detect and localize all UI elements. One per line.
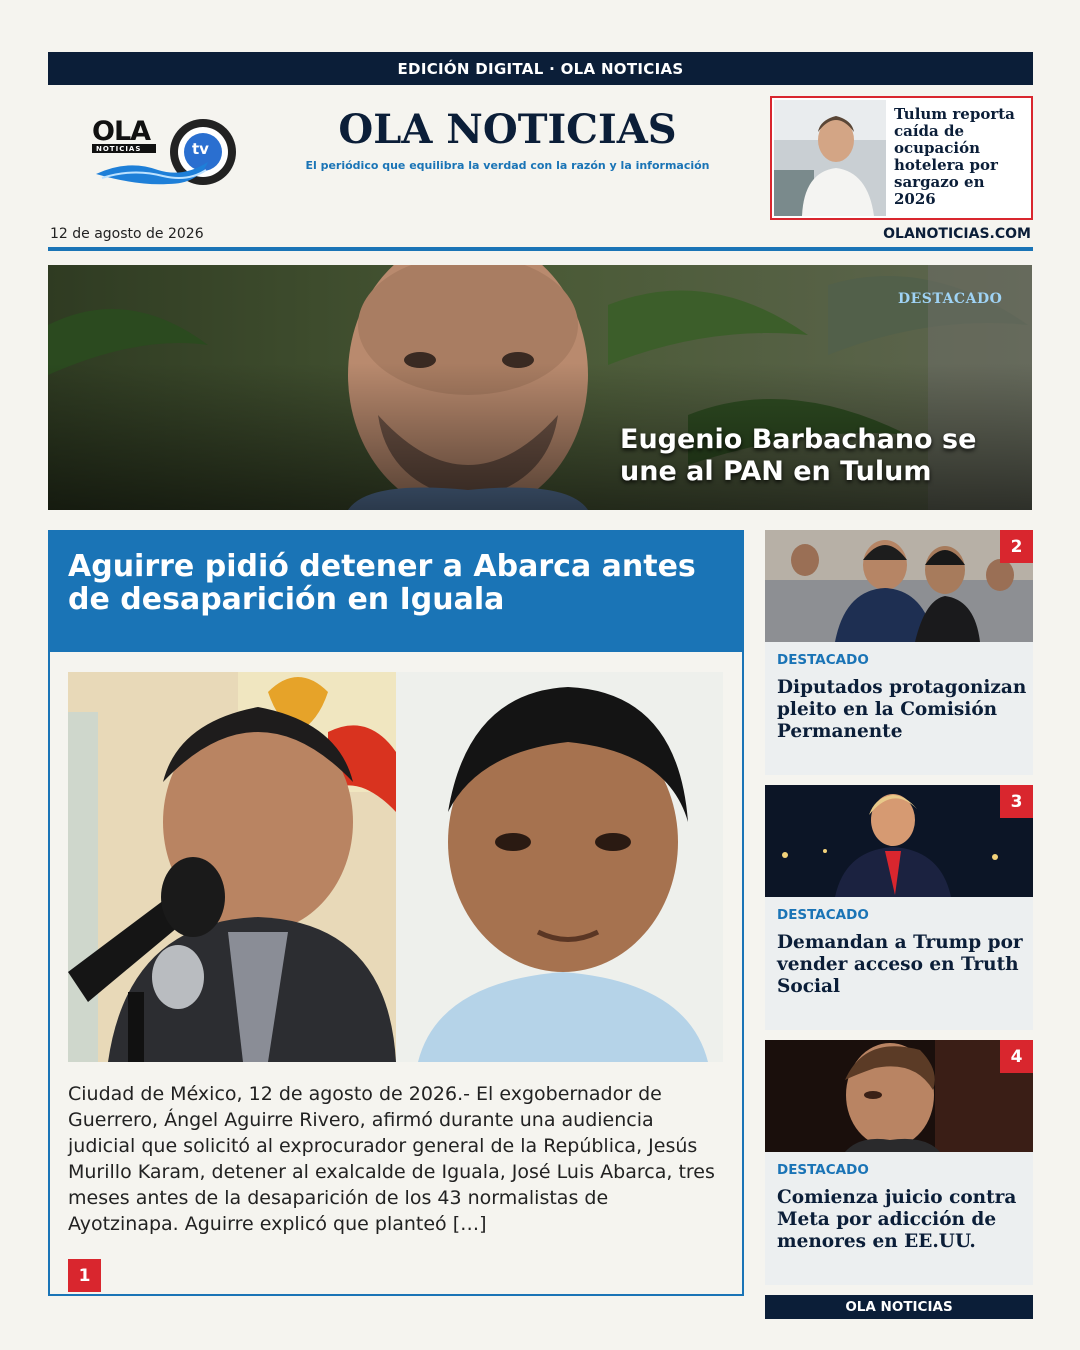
rank-badge-3: 3 xyxy=(1000,785,1033,818)
side-story-2-headline[interactable]: Diputados protagonizan pleito en la Comisión Permanente xyxy=(777,677,1027,742)
side-story-2-photo xyxy=(765,530,1033,642)
logo-wordmark: OLA xyxy=(92,116,151,147)
masthead-tagline: El periódico que equilibra la verdad con la razón y la información xyxy=(305,159,710,172)
side-story-4[interactable] xyxy=(765,1040,1033,1285)
side-story-2-kicker: DESTACADO xyxy=(777,652,869,668)
side-story-3-headline[interactable]: Demandan a Trump por vender acceso en Truth Social xyxy=(777,932,1023,997)
dateline: 12 de agosto de 2026 xyxy=(50,226,204,242)
side-story-4-kicker: DESTACADO xyxy=(777,1162,869,1178)
main-story-headline[interactable]: Aguirre pidió detener a Abarca antes de desaparición en Iguala xyxy=(68,549,696,617)
side-story-4-headline[interactable]: Comienza juicio contra Meta por adicción de menores en EE.UU. xyxy=(777,1187,1017,1252)
rank-badge-4: 4 xyxy=(1000,1040,1033,1073)
site-logo[interactable] xyxy=(88,104,243,199)
side-story-2[interactable] xyxy=(765,530,1033,775)
edition-label: EDICIÓN DIGITAL · OLA NOTICIAS xyxy=(397,59,684,78)
side-story-3-photo xyxy=(765,785,1033,897)
logo-subword: NOTICIAS xyxy=(96,145,142,153)
main-story-header xyxy=(48,530,744,652)
side-story-4-photo xyxy=(765,1040,1033,1152)
rank-badge-2: 2 xyxy=(1000,530,1033,563)
header-rule xyxy=(48,247,1033,251)
side-story-3-kicker: DESTACADO xyxy=(777,907,869,923)
side-story-3[interactable] xyxy=(765,785,1033,1030)
main-story-excerpt: Ciudad de México, 12 de agosto de 2026.- El exgobernador de Guerrero, Ángel Aguirre Rivero, afirmó durante una audiencia judicial que solicitó al exprocurador general de la República, Jesús Murillo Karam, detener al exalcalde de Iguala, José Luis Abarca, tres meses antes de la desaparición de los 43 normalistas de Ayotzinapa. Aguirre explicó que planteó […] xyxy=(68,1083,715,1235)
edition-bar xyxy=(48,52,1033,85)
site-url[interactable]: OLANOTICIAS.COM xyxy=(883,226,1031,242)
main-story-photo xyxy=(68,672,723,1062)
promo-headline: Tulum reporta caída de ocupación hotelera por sargazo en 2026 xyxy=(894,105,1015,208)
hero-headline[interactable]: Eugenio Barbachano se une al PAN en Tulum xyxy=(620,424,977,487)
promo-story[interactable] xyxy=(770,96,1033,220)
footer-brand-label: OLA NOTICIAS xyxy=(845,1299,953,1315)
hero-kicker: DESTACADO xyxy=(898,291,1003,307)
masthead-title: OLA NOTICIAS xyxy=(338,106,677,153)
promo-photo xyxy=(774,100,886,216)
logo-tv-badge: tv xyxy=(192,140,209,158)
rank-badge-1: 1 xyxy=(68,1259,101,1292)
footer-brand-tag xyxy=(765,1295,1033,1319)
